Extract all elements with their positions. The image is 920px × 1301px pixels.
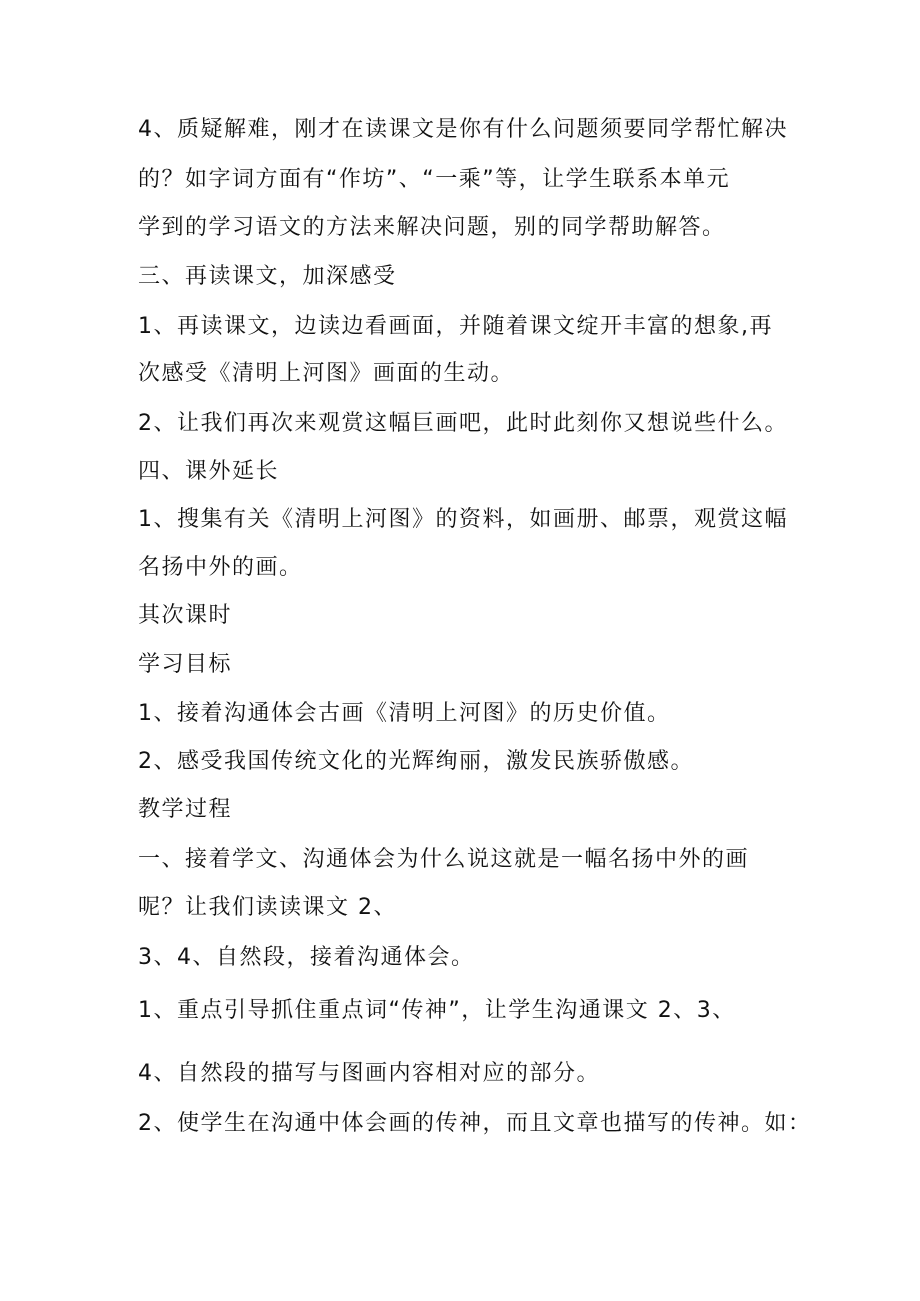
subsection-heading: 教学过程 [138,797,233,822]
section-heading: 四、课外延长 [138,459,280,484]
paragraph-line: 1、再读课文，边读边看画面，并随着课文绽开丰富的想象,再 [138,314,773,339]
subsection-heading: 学习目标 [138,652,233,677]
paragraph-line: 次感受《清明上河图》画面的生动。 [138,361,515,386]
paragraph-line: 1、接着沟通体会古画《清明上河图》的历史价值。 [138,701,671,726]
paragraph-line: 1、搜集有关《清明上河图》的资料，如画册、邮票，观赏这幅 [138,507,788,532]
paragraph-line: 2、让我们再次来观赏这幅巨画吧，此时此刻你又想说些什么。 [138,411,788,436]
paragraph-line: 3、4、自然段，接着沟通体会。 [138,945,475,970]
paragraph-line: 的？如字词方面有“作坊”、“一乘”等，让学生联系本单元 [138,167,731,192]
paragraph-line: 2、感受我国传统文化的光辉绚丽，激发民族骄傲感。 [138,749,694,774]
paragraph-line: 学到的学习语文的方法来解决问题，别的同学帮助解答。 [138,215,726,240]
lesson-heading: 其次课时 [138,603,233,628]
paragraph-line: 一、接着学文、沟通体会为什么说这就是一幅名扬中外的画 [138,847,750,872]
paragraph-line: 4、自然段的描写与图画内容相对应的部分。 [138,1061,600,1086]
paragraph-line: 4、质疑解难，刚才在读课文是你有什么问题须要同学帮忙解决 [138,117,788,142]
paragraph-line: 2、使学生在沟通中体会画的传神，而且文章也描写的传神。如： [138,1111,812,1136]
paragraph-line: 1、重点引导抓住重点词“传神”，让学生沟通课文 2、3、 [138,998,736,1023]
section-heading: 三、再读课文，加深感受 [138,264,397,289]
paragraph-line: 名扬中外的画。 [138,555,303,580]
paragraph-line: 呢？让我们读读课文 2、 [138,895,397,920]
